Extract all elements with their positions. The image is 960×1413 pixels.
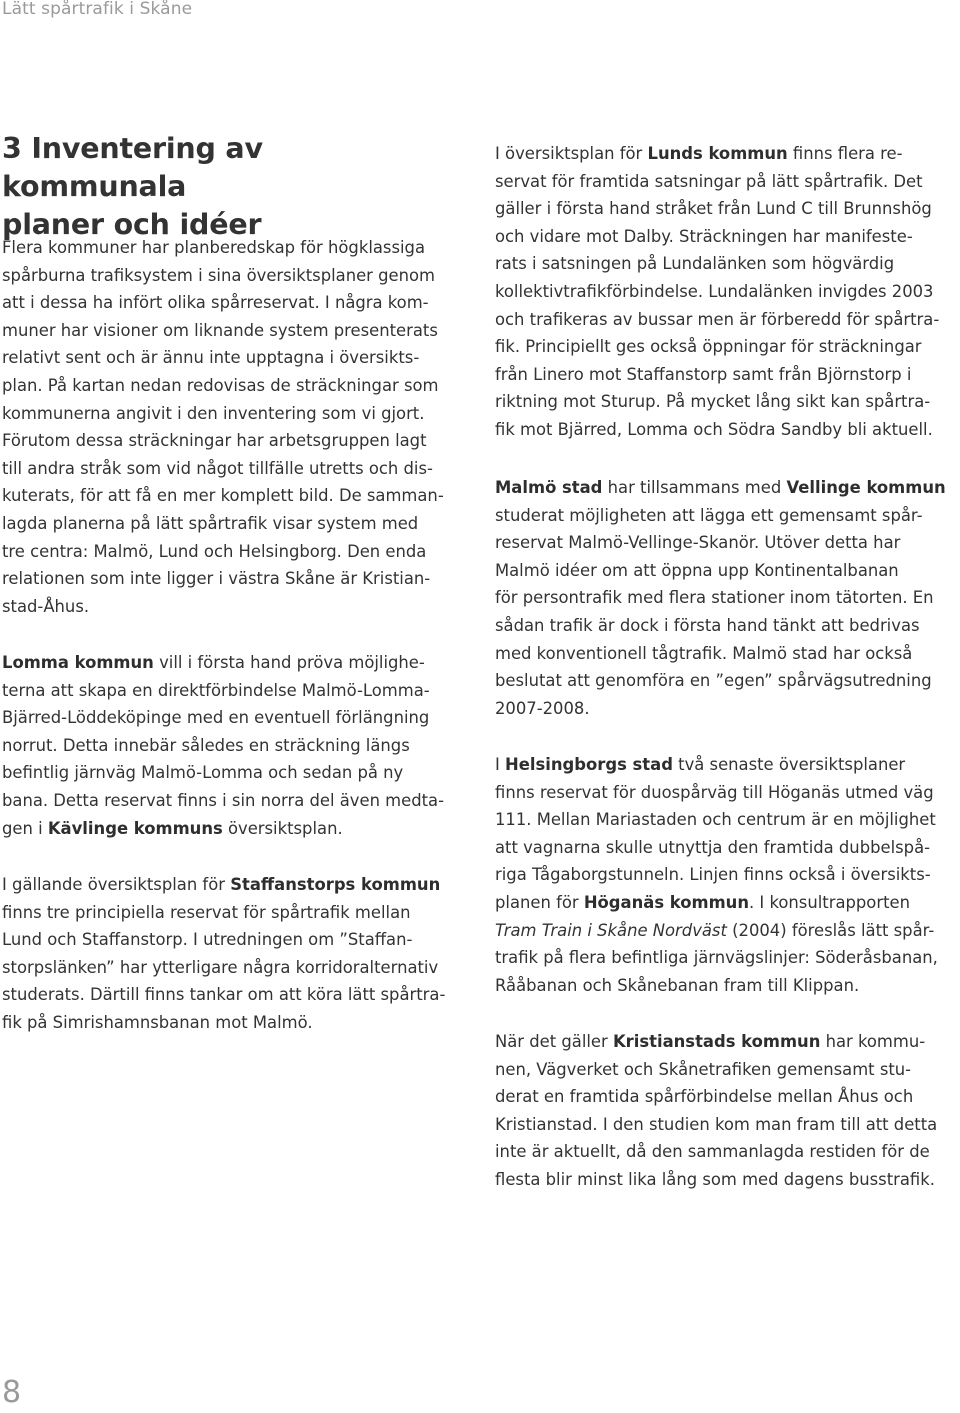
malmo-stad-name: Malmö stad	[495, 478, 603, 497]
hoganas-kommun-name: Höganäs kommun	[583, 892, 750, 912]
paragraph-kristianstad: När det gäller Kristianstads kommun har kommu- nen, Vägverket och Skånetrafiken gemensamt stu- derat en framtida spårförbindelse mellan Åhus och Kristianstad. I den studien kom man fram till att detta inte är aktuellt, då den sammanlagda restiden för de flesta blir minst lika lång som med dagens busstrafik.	[495, 1032, 938, 1189]
staffanstorp-kommun-name: Staffanstorps kommun	[230, 875, 441, 894]
paragraph-staffanstorp: I gällande översiktsplan för Staffanstorps kommun finns tre principiella reservat för spårtrafik mellan Lund och Staffanstorp. I utredningen om ”Staffan- storpslänken” har ytterligare några korridoralternativ studerats. Därtill finns tankar om att köra lätt spårtra- fik på Simrishamnsbanan mot Malmö.	[2, 875, 446, 1032]
intro-line: Flera kommuner har planberedskap för högklassiga	[2, 238, 426, 257]
intro-line: kuterats, för att få en mer komplett bild. De samman-	[2, 486, 444, 506]
page-number: 8	[2, 1375, 22, 1410]
vellinge-kommun-name: Vellinge kommun	[786, 478, 946, 497]
running-header: Lätt spårtrafik i Skåne	[2, 0, 193, 19]
intro-line: stad-Åhus.	[2, 596, 90, 616]
intro-line: plan. På kartan nedan redovisas de sträckningar som	[2, 375, 439, 395]
kavlinge-kommun-name: Kävlinge kommuns	[47, 818, 223, 838]
intro-line: att i dessa ha infört olika spårreservat. I några kom-	[2, 293, 429, 313]
paragraph-helsingborg: I Helsingborgs stad två senaste översiktsplaner finns reservat för duospårväg till Höganäs utmed väg 111. Mellan Mariastaden och centrum är en möjlighet att vagnarna skulle utnyttja den framtida dubbelspå- riga Tågaborgstunneln. Linjen finns också i översikts- planen för Höganäs kommun. I konsultrapporten Tram Train i Skåne Nordväst (2004) föreslås lätt spår- trafik på flera befintliga järnvägslinjer: Söderåsbanan, Rååbanan och Skånebanan fram till Klippan.	[495, 755, 938, 995]
intro-line: relationen som inte ligger i västra Skåne är Kristian-	[2, 569, 431, 589]
report-title: Tram Train i Skåne Nordväst	[495, 920, 727, 940]
intro-line: tre centra: Malmö, Lund och Helsingborg. Den enda	[2, 541, 427, 561]
intro-line: lagda planerna på lätt spårtrafik visar system med	[2, 513, 419, 533]
lomma-kommun-name: Lomma kommun	[2, 653, 154, 672]
intro-line: kommunerna angivit i den inventering som vi gjort.	[2, 403, 425, 423]
intro-line: muner har visioner om liknande system presenterats	[2, 320, 438, 340]
paragraph-malmo: Malmö stad har tillsammans med Vellinge kommun studerat möjligheten att lägga ett gemensamt spår- reservat Malmö-Vellinge-Skanör. Utöver detta har Malmö idéer om att öppna upp Kontinentalbanan för persontrafik med flera stationer inom tätorten. En sådan trafik är dock i första hand tänkt att bedrivas med konventionell tågtrafik. Malmö stad har också beslutat att genomföra en ”egen” spårvägsutredning 2007-2008.	[495, 478, 946, 718]
section-title-line-1: 3 Inventering av kommunala	[2, 132, 263, 203]
helsingborgs-stad-name: Helsingborgs stad	[505, 755, 673, 774]
paragraph-lomma: Lomma kommun vill i första hand pröva möjlighe- terna att skapa en direktförbindelse Malmö-Lomma- Bjärred-Löddeköpinge med en eventuell förlängning norrut. Detta innebär således en sträckning längs befintlig järnväg Malmö-Lomma och sedan på ny bana. Detta reservat finns i sin norra del även medta- gen i Kävlinge kommuns översiktsplan.	[2, 653, 445, 838]
paragraph-lund: I översiktsplan för Lunds kommun finns flera re- servat för framtida satsningar på lätt spårtrafik. Det gäller i första hand stråket från Lund C till Brunnshög och vidare mot Dalby. Sträckningen har manifeste- rats i satsningen på Lundalänken som högvärdig kollektivtrafikförbindelse. Lundalänken invigdes 2003 och trafikeras av bussar men är förberedd för spårtra- fik. Principiellt ges också öppningar för sträckningar från Linero mot Staffanstorp samt från Björnstorp i riktning mot Sturup. På mycket lång sikt kan spårtra- fik mot Bjärred, Lomma och Södra Sandby bli aktuell.	[495, 144, 940, 439]
lunds-kommun-name: Lunds kommun	[647, 144, 788, 163]
paragraph-intro	[2, 234, 444, 620]
intro-line: spårburna trafiksystem i sina översiktsplaner genom	[2, 265, 435, 285]
section-title-line-2: planer och idéer	[2, 208, 262, 241]
intro-line: relativt sent och är ännu inte upptagna i översikts-	[2, 348, 420, 368]
intro-line: Förutom dessa sträckningar har arbetsgruppen lagt	[2, 431, 427, 451]
kristianstads-kommun-name: Kristianstads kommun	[612, 1032, 821, 1051]
section-title	[2, 130, 442, 244]
intro-line: till andra stråk som vid något tillfälle utretts och dis-	[2, 458, 433, 478]
